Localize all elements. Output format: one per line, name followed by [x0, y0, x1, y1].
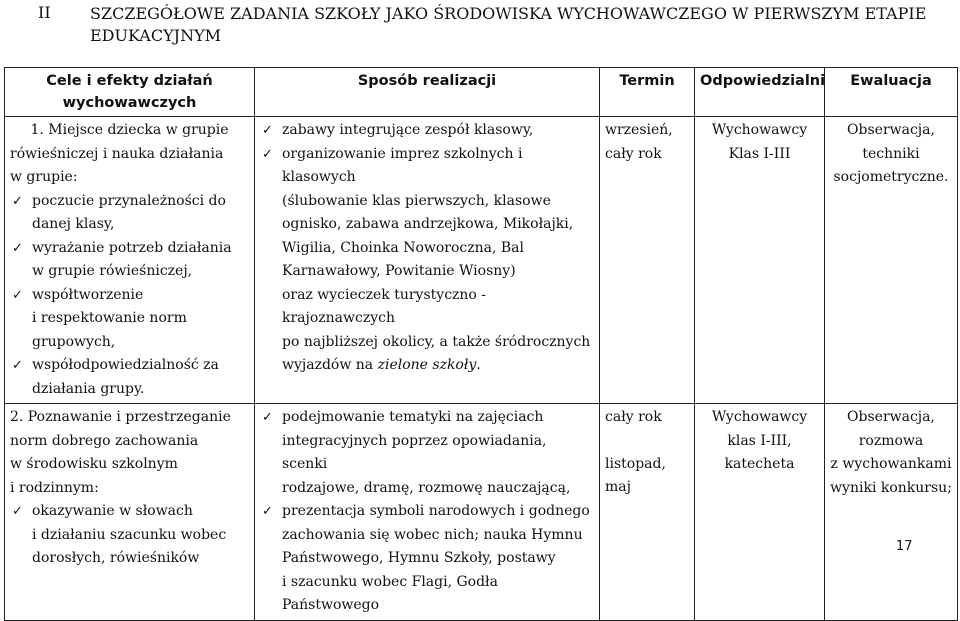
check-icon: ✓: [262, 146, 273, 162]
item-line: współtworzenie: [32, 286, 144, 303]
method-list: [260, 406, 594, 618]
check-icon: ✓: [12, 240, 23, 256]
responsible-cell: [695, 404, 825, 621]
section-number: II: [38, 3, 51, 22]
table-header-row: [5, 68, 958, 117]
evaluation-line: rozmowa: [858, 432, 924, 449]
col-header-responsible: Odpowiedzialni: [695, 68, 825, 117]
responsible-cell: [695, 117, 825, 404]
goal-heading-line: w środowisku szkolnym: [10, 456, 178, 472]
item-line: [282, 354, 594, 378]
text-run: .: [476, 357, 481, 373]
item-line: organizowanie imprez szkolnych i klasowych: [282, 145, 523, 185]
col-header-evaluation: Ewaluacja: [825, 68, 958, 117]
list-item: [10, 237, 249, 284]
section-header: [0, 0, 960, 52]
responsible-line: Wychowawcy: [711, 122, 808, 138]
item-line: okazywanie w słowach: [32, 503, 193, 519]
item-line: działania grupy.: [32, 380, 145, 397]
check-icon: ✓: [262, 410, 273, 425]
page-number: 17: [896, 539, 913, 554]
item-line: i działaniu szacunku wobec: [32, 526, 227, 543]
term-spacer: [605, 430, 689, 453]
evaluation-line: socjometryczne.: [833, 169, 949, 185]
goal-heading-line: w grupie:: [10, 169, 78, 185]
item-line: poczucie przynależności do: [32, 192, 226, 209]
evaluation-line: Obserwacja,: [847, 409, 935, 425]
goal-heading: [10, 119, 249, 190]
table-row: [5, 404, 958, 621]
item-line: i respektowanie norm: [32, 310, 187, 326]
responsible-line: Klas I-III: [728, 145, 791, 162]
list-item: [260, 500, 594, 618]
item-line: ognisko, zabawa andrzejkowa, Mikołajki,: [282, 216, 574, 232]
method-cell: [255, 117, 600, 404]
term-cell: [600, 404, 695, 621]
evaluation-line: z wychowankami: [830, 456, 952, 472]
responsible-line: katecheta: [724, 456, 795, 472]
term-line: cały rok: [605, 145, 662, 162]
check-icon: ✓: [12, 287, 23, 303]
term-cell: [600, 117, 695, 404]
item-line: Karnawałowy, Powitanie Wiosny): [282, 263, 516, 279]
goal-heading-line: norm dobrego zachowania: [10, 432, 199, 449]
table-row: [5, 117, 958, 404]
item-line: dorosłych, rówieśników: [32, 550, 200, 566]
list-item: [10, 500, 249, 571]
text-run: wyjazdów na: [282, 357, 378, 373]
tasks-table: [4, 67, 958, 621]
section-title: SZCZEGÓŁOWE ZADANIA SZKOŁY JAKO ŚRODOWISKA WYCHOWAWCZEGO W PIERWSZYM ETAPIE EDUKACYJNYM: [90, 4, 927, 45]
term-line: maj: [605, 479, 631, 495]
goal-list: [10, 500, 249, 571]
check-icon: ✓: [12, 193, 23, 209]
item-line: współodpowiedzialność za: [32, 357, 219, 373]
term-line: listopad,: [605, 455, 666, 472]
goal-heading: [10, 406, 249, 500]
item-line: Państwowego, Hymnu Szkoły, postawy: [282, 550, 556, 566]
goal-heading-line: i rodzinnym:: [10, 479, 99, 496]
italic-run: zielone szkoły: [377, 357, 477, 373]
item-line: zachowania się wobec nich; nauka Hymnu: [282, 526, 583, 543]
evaluation-line: Obserwacja,: [847, 122, 935, 138]
item-line: prezentacja symboli narodowych i godnego: [282, 503, 590, 519]
list-item: [10, 190, 249, 237]
goal-heading-line: 1. Miejsce dziecka w grupie: [30, 122, 229, 138]
item-line: integracyjnych poprzez opowiadania, scenki: [282, 432, 547, 472]
goal-heading-line: 2. Poznawanie i przestrzeganie: [10, 409, 231, 425]
item-line: wyrażanie potrzeb działania: [32, 239, 232, 256]
item-line: po najbliższej okolicy, a także śródrocznych: [282, 333, 591, 350]
goals-cell: [5, 117, 255, 404]
term-line: cały rok: [605, 409, 662, 425]
col-header-method: Sposób realizacji: [255, 68, 600, 117]
check-icon: ✓: [262, 504, 273, 519]
method-cell: [255, 404, 600, 621]
evaluation-cell: [825, 404, 958, 621]
col-header-goals: Cele i efekty działań wychowawczych: [5, 68, 255, 117]
item-line: rodzajowe, dramę, rozmowę nauczającą,: [282, 479, 571, 496]
item-line: danej klasy,: [32, 216, 115, 232]
responsible-line: klas I-III,: [727, 432, 792, 449]
list-item: [10, 284, 249, 355]
term-line: wrzesień,: [605, 122, 673, 138]
item-line: grupowych,: [32, 333, 116, 350]
item-line: Wigilia, Choinka Noworoczna, Bal: [282, 239, 524, 256]
responsible-line: Wychowawcy: [711, 409, 808, 425]
check-icon: ✓: [262, 123, 273, 138]
list-item: [10, 354, 249, 401]
evaluation-cell: [825, 117, 958, 404]
goal-list: [10, 190, 249, 402]
list-item: [260, 406, 594, 500]
col-header-term: Termin: [600, 68, 695, 117]
item-line: i szacunku wobec Flagi, Godła Państwowego: [282, 573, 498, 613]
goals-cell: [5, 404, 255, 621]
check-icon: ✓: [12, 358, 23, 373]
evaluation-line: wyniki konkursu;: [830, 479, 952, 496]
item-line: oraz wycieczek turystyczno - krajoznawczych: [282, 286, 487, 326]
list-item: [260, 143, 594, 378]
check-icon: ✓: [12, 504, 23, 519]
item-line: (ślubowanie klas pierwszych, klasowe: [282, 192, 551, 209]
list-item: [260, 119, 594, 143]
item-line: zabawy integrujące zespół klasowy,: [282, 122, 534, 138]
item-line: w grupie rówieśniczej,: [32, 263, 193, 279]
goal-heading-line: rówieśniczej i nauka działania: [10, 145, 224, 162]
item-line: podejmowanie tematyki na zajęciach: [282, 409, 544, 425]
method-list: [260, 119, 594, 378]
evaluation-line: techniki: [862, 145, 920, 162]
